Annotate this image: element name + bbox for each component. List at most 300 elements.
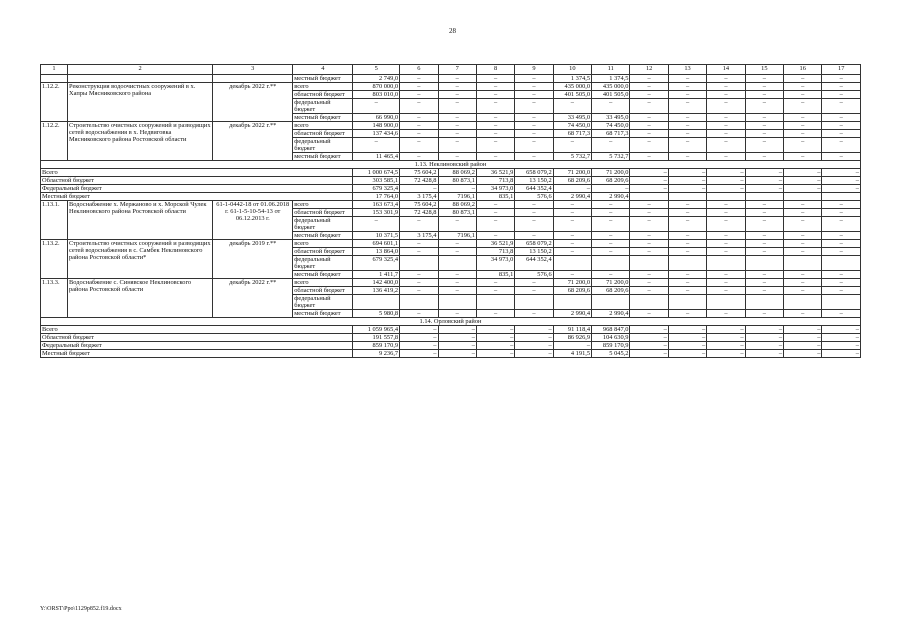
value-cell: – bbox=[438, 342, 476, 350]
value-cell: – bbox=[668, 232, 706, 240]
value-cell: – bbox=[784, 83, 822, 91]
value-cell: – bbox=[822, 248, 861, 256]
value-cell bbox=[592, 295, 630, 310]
value-cell: – bbox=[822, 209, 861, 217]
value-cell: – bbox=[707, 342, 745, 350]
budget-type: областной бюджет bbox=[293, 248, 353, 256]
item-deadline: декабрь 2022 г.** bbox=[213, 122, 293, 161]
value-cell: – bbox=[668, 310, 706, 318]
header-cell: 7 bbox=[438, 65, 476, 75]
value-cell: 68 209,6 bbox=[553, 287, 591, 295]
value-cell: 148 900,0 bbox=[353, 122, 400, 130]
value-cell: 142 400,0 bbox=[353, 279, 400, 287]
table-row bbox=[41, 83, 861, 91]
value-cell: 401 505,0 bbox=[553, 91, 591, 99]
value-cell: – bbox=[400, 83, 438, 91]
value-cell: – bbox=[400, 114, 438, 122]
header-cell: 1 bbox=[41, 65, 68, 75]
value-cell: 1 059 965,4 bbox=[353, 326, 400, 334]
budget-type: областной бюджет bbox=[293, 91, 353, 99]
total-row bbox=[41, 193, 861, 201]
value-cell: – bbox=[668, 91, 706, 99]
value-cell: – bbox=[400, 91, 438, 99]
value-cell: – bbox=[745, 99, 783, 114]
value-cell: 713,8 bbox=[476, 177, 514, 185]
value-cell: 68 717,3 bbox=[592, 130, 630, 138]
value-cell: – bbox=[438, 334, 476, 342]
value-cell: – bbox=[592, 201, 630, 209]
value-cell: – bbox=[707, 138, 745, 153]
value-cell: 644 352,4 bbox=[515, 185, 553, 193]
value-cell: – bbox=[353, 138, 400, 153]
value-cell: – bbox=[400, 279, 438, 287]
header-row bbox=[41, 65, 861, 75]
budget-type: федеральный бюджет bbox=[293, 138, 353, 153]
value-cell: – bbox=[553, 201, 591, 209]
value-cell: – bbox=[668, 240, 706, 248]
value-cell: – bbox=[630, 334, 668, 342]
value-cell: – bbox=[476, 75, 514, 83]
budget-type: федеральный бюджет bbox=[293, 99, 353, 114]
value-cell: 13 150,2 bbox=[515, 248, 553, 256]
value-cell: – bbox=[400, 310, 438, 318]
header-cell: 9 bbox=[515, 65, 553, 75]
value-cell bbox=[553, 295, 591, 310]
value-cell: 1 000 674,5 bbox=[353, 169, 400, 177]
value-cell: – bbox=[707, 153, 745, 161]
value-cell: – bbox=[515, 279, 553, 287]
table-row bbox=[41, 201, 861, 209]
table-row bbox=[41, 122, 861, 130]
value-cell: – bbox=[400, 287, 438, 295]
total-label: Всего bbox=[41, 169, 353, 177]
value-cell: – bbox=[630, 138, 668, 153]
value-cell: 2 990,4 bbox=[553, 193, 591, 201]
value-cell: – bbox=[707, 279, 745, 287]
value-cell bbox=[784, 295, 822, 310]
value-cell: – bbox=[822, 217, 861, 232]
value-cell: – bbox=[400, 240, 438, 248]
value-cell: – bbox=[476, 232, 514, 240]
value-cell: 303 585,1 bbox=[353, 177, 400, 185]
value-cell: 2 990,4 bbox=[592, 310, 630, 318]
item-number bbox=[41, 75, 68, 83]
value-cell: – bbox=[438, 130, 476, 138]
value-cell: – bbox=[822, 83, 861, 91]
value-cell: 7196,1 bbox=[438, 232, 476, 240]
value-cell: 33 495,0 bbox=[592, 114, 630, 122]
value-cell: – bbox=[630, 153, 668, 161]
value-cell: – bbox=[784, 91, 822, 99]
value-cell: – bbox=[630, 185, 668, 193]
value-cell: – bbox=[707, 350, 745, 358]
value-cell: – bbox=[515, 310, 553, 318]
item-deadline: декабрь 2022 г.** bbox=[213, 83, 293, 122]
header-cell: 11 bbox=[592, 65, 630, 75]
value-cell: 713,8 bbox=[476, 248, 514, 256]
value-cell: – bbox=[553, 99, 591, 114]
value-cell: 576,6 bbox=[515, 193, 553, 201]
value-cell: – bbox=[784, 153, 822, 161]
value-cell bbox=[822, 256, 861, 271]
value-cell: – bbox=[668, 153, 706, 161]
total-row bbox=[41, 169, 861, 177]
header-cell: 5 bbox=[353, 65, 400, 75]
value-cell: – bbox=[745, 169, 783, 177]
value-cell: – bbox=[668, 122, 706, 130]
value-cell: – bbox=[630, 326, 668, 334]
value-cell: – bbox=[668, 342, 706, 350]
header-cell: 15 bbox=[745, 65, 783, 75]
value-cell: – bbox=[630, 287, 668, 295]
value-cell: 576,6 bbox=[515, 271, 553, 279]
value-cell bbox=[630, 193, 668, 201]
value-cell bbox=[745, 256, 783, 271]
value-cell: 34 973,0 bbox=[476, 256, 514, 271]
value-cell: – bbox=[784, 287, 822, 295]
value-cell: – bbox=[553, 271, 591, 279]
value-cell: 679 325,4 bbox=[353, 185, 400, 193]
value-cell: – bbox=[745, 279, 783, 287]
value-cell: – bbox=[822, 91, 861, 99]
value-cell: – bbox=[822, 279, 861, 287]
value-cell: 11 465,4 bbox=[353, 153, 400, 161]
value-cell: – bbox=[668, 75, 706, 83]
total-label: Федеральный бюджет bbox=[41, 342, 353, 350]
item-number: 1.13.1. bbox=[41, 201, 68, 240]
value-cell: – bbox=[438, 287, 476, 295]
value-cell: – bbox=[476, 130, 514, 138]
value-cell: – bbox=[707, 99, 745, 114]
value-cell: – bbox=[476, 342, 514, 350]
value-cell: 136 419,2 bbox=[353, 287, 400, 295]
budget-type: областной бюджет bbox=[293, 287, 353, 295]
value-cell: 72 428,8 bbox=[400, 177, 438, 185]
value-cell: – bbox=[476, 209, 514, 217]
value-cell: 80 873,1 bbox=[438, 177, 476, 185]
value-cell bbox=[784, 256, 822, 271]
value-cell: – bbox=[707, 83, 745, 91]
total-label: Областной бюджет bbox=[41, 177, 353, 185]
value-cell: – bbox=[515, 232, 553, 240]
value-cell: – bbox=[630, 130, 668, 138]
value-cell: – bbox=[438, 271, 476, 279]
value-cell: – bbox=[630, 248, 668, 256]
value-cell: 71 200,0 bbox=[592, 279, 630, 287]
value-cell: – bbox=[438, 217, 476, 232]
value-cell: 4 191,5 bbox=[553, 350, 591, 358]
value-cell: – bbox=[707, 326, 745, 334]
value-cell bbox=[822, 193, 861, 201]
value-cell: – bbox=[668, 279, 706, 287]
value-cell: – bbox=[553, 185, 591, 193]
value-cell: – bbox=[745, 153, 783, 161]
value-cell: – bbox=[476, 279, 514, 287]
value-cell: – bbox=[476, 153, 514, 161]
value-cell: – bbox=[745, 91, 783, 99]
value-cell: – bbox=[822, 326, 861, 334]
value-cell: – bbox=[400, 217, 438, 232]
value-cell: – bbox=[745, 130, 783, 138]
total-label: Областной бюджет bbox=[41, 334, 353, 342]
value-cell: – bbox=[630, 350, 668, 358]
header-cell: 16 bbox=[784, 65, 822, 75]
value-cell: – bbox=[592, 217, 630, 232]
value-cell: – bbox=[745, 350, 783, 358]
value-cell: 835,1 bbox=[476, 193, 514, 201]
value-cell: – bbox=[707, 169, 745, 177]
value-cell: – bbox=[707, 91, 745, 99]
value-cell: – bbox=[438, 153, 476, 161]
value-cell: 5 732,7 bbox=[592, 153, 630, 161]
value-cell: – bbox=[592, 240, 630, 248]
value-cell bbox=[515, 295, 553, 310]
value-cell: – bbox=[438, 240, 476, 248]
value-cell: 36 521,9 bbox=[476, 240, 514, 248]
value-cell: 435 000,0 bbox=[592, 83, 630, 91]
value-cell: – bbox=[668, 114, 706, 122]
value-cell: 658 079,2 bbox=[515, 169, 553, 177]
section-title: 1.13. Неклиновский район bbox=[41, 161, 861, 169]
value-cell: – bbox=[822, 99, 861, 114]
value-cell: – bbox=[707, 287, 745, 295]
value-cell: – bbox=[515, 334, 553, 342]
value-cell: – bbox=[745, 310, 783, 318]
value-cell: 91 118,4 bbox=[553, 326, 591, 334]
value-cell: – bbox=[476, 99, 514, 114]
value-cell: – bbox=[668, 287, 706, 295]
value-cell: – bbox=[707, 310, 745, 318]
footer-file-path: Y:\ORST\Ppo\1129p852.f19.docx bbox=[40, 606, 122, 612]
value-cell: – bbox=[476, 91, 514, 99]
value-cell bbox=[822, 295, 861, 310]
value-cell: – bbox=[630, 177, 668, 185]
value-cell: – bbox=[630, 217, 668, 232]
value-cell: – bbox=[668, 99, 706, 114]
budget-type: федеральный бюджет bbox=[293, 256, 353, 271]
budget-type: местный бюджет bbox=[293, 310, 353, 318]
item-deadline: декабрь 2022 г.** bbox=[213, 279, 293, 318]
section-title: 1.14. Орловский район bbox=[41, 318, 861, 326]
value-cell: – bbox=[822, 153, 861, 161]
value-cell: – bbox=[400, 99, 438, 114]
budget-type: федеральный бюджет bbox=[293, 295, 353, 310]
value-cell: – bbox=[630, 240, 668, 248]
total-row bbox=[41, 177, 861, 185]
item-name bbox=[67, 75, 212, 83]
value-cell: 71 200,0 bbox=[553, 279, 591, 287]
value-cell: – bbox=[592, 248, 630, 256]
value-cell: – bbox=[707, 209, 745, 217]
value-cell: 5 980,8 bbox=[353, 310, 400, 318]
value-cell: – bbox=[353, 217, 400, 232]
value-cell: – bbox=[745, 248, 783, 256]
value-cell: 2 990,4 bbox=[553, 310, 591, 318]
value-cell: 75 604,2 bbox=[400, 201, 438, 209]
value-cell: – bbox=[784, 326, 822, 334]
header-cell: 14 bbox=[707, 65, 745, 75]
value-cell: – bbox=[476, 138, 514, 153]
value-cell: – bbox=[476, 83, 514, 91]
value-cell: 9 236,7 bbox=[353, 350, 400, 358]
value-cell: – bbox=[630, 209, 668, 217]
value-cell: – bbox=[476, 201, 514, 209]
budget-type: всего bbox=[293, 240, 353, 248]
item-deadline: декабрь 2019 г.** bbox=[213, 240, 293, 279]
value-cell: 5 732,7 bbox=[553, 153, 591, 161]
item-number: 1.12.2. bbox=[41, 83, 68, 122]
value-cell: – bbox=[476, 122, 514, 130]
value-cell: – bbox=[745, 232, 783, 240]
total-row bbox=[41, 326, 861, 334]
total-label: Всего bbox=[41, 326, 353, 334]
value-cell bbox=[668, 256, 706, 271]
value-cell: – bbox=[553, 232, 591, 240]
value-cell: – bbox=[822, 271, 861, 279]
value-cell: – bbox=[784, 232, 822, 240]
value-cell: – bbox=[822, 177, 861, 185]
value-cell: – bbox=[707, 248, 745, 256]
value-cell: – bbox=[515, 326, 553, 334]
value-cell: – bbox=[476, 334, 514, 342]
value-cell: – bbox=[784, 130, 822, 138]
total-row bbox=[41, 342, 861, 350]
budget-type: местный бюджет bbox=[293, 75, 353, 83]
value-cell: 104 630,9 bbox=[592, 334, 630, 342]
value-cell: – bbox=[476, 310, 514, 318]
value-cell: – bbox=[784, 310, 822, 318]
total-row bbox=[41, 334, 861, 342]
value-cell: – bbox=[784, 138, 822, 153]
value-cell: – bbox=[668, 201, 706, 209]
value-cell: 435 000,0 bbox=[553, 83, 591, 91]
value-cell: – bbox=[707, 271, 745, 279]
value-cell: – bbox=[668, 326, 706, 334]
value-cell: – bbox=[822, 201, 861, 209]
value-cell: – bbox=[630, 232, 668, 240]
value-cell: – bbox=[515, 287, 553, 295]
value-cell: 66 990,0 bbox=[353, 114, 400, 122]
value-cell bbox=[438, 256, 476, 271]
value-cell: – bbox=[515, 130, 553, 138]
value-cell: – bbox=[745, 75, 783, 83]
value-cell: – bbox=[515, 99, 553, 114]
header-cell: 4 bbox=[293, 65, 353, 75]
value-cell: – bbox=[592, 232, 630, 240]
value-cell: – bbox=[668, 138, 706, 153]
value-cell: 859 170,9 bbox=[353, 342, 400, 350]
value-cell: – bbox=[515, 122, 553, 130]
value-cell bbox=[784, 193, 822, 201]
value-cell: – bbox=[400, 248, 438, 256]
value-cell: – bbox=[784, 334, 822, 342]
value-cell: – bbox=[784, 217, 822, 232]
value-cell: 71 200,0 bbox=[553, 169, 591, 177]
value-cell: 694 601,1 bbox=[353, 240, 400, 248]
value-cell: – bbox=[630, 169, 668, 177]
value-cell: 80 873,1 bbox=[438, 209, 476, 217]
value-cell: 163 673,4 bbox=[353, 201, 400, 209]
value-cell: 658 079,2 bbox=[515, 240, 553, 248]
value-cell: – bbox=[553, 217, 591, 232]
value-cell: – bbox=[438, 75, 476, 83]
value-cell: – bbox=[515, 153, 553, 161]
value-cell: – bbox=[592, 209, 630, 217]
value-cell: – bbox=[438, 138, 476, 153]
value-cell: 68 209,6 bbox=[553, 177, 591, 185]
item-name: Водоснабжение с. Синявское Неклиновского района Ростовской области bbox=[67, 279, 212, 318]
value-cell: – bbox=[476, 114, 514, 122]
value-cell: 17 764,0 bbox=[353, 193, 400, 201]
value-cell: – bbox=[438, 350, 476, 358]
value-cell: – bbox=[438, 279, 476, 287]
value-cell: – bbox=[784, 177, 822, 185]
value-cell: 74 450,0 bbox=[592, 122, 630, 130]
value-cell bbox=[668, 193, 706, 201]
header-cell: 12 bbox=[630, 65, 668, 75]
value-cell: – bbox=[630, 83, 668, 91]
value-cell: – bbox=[822, 350, 861, 358]
value-cell: 803 010,0 bbox=[353, 91, 400, 99]
header-cell: 8 bbox=[476, 65, 514, 75]
value-cell: – bbox=[745, 114, 783, 122]
value-cell: 68 717,3 bbox=[553, 130, 591, 138]
value-cell: – bbox=[784, 342, 822, 350]
value-cell: – bbox=[553, 342, 591, 350]
value-cell bbox=[553, 256, 591, 271]
value-cell: 36 521,9 bbox=[476, 169, 514, 177]
value-cell: – bbox=[822, 342, 861, 350]
value-cell: – bbox=[822, 287, 861, 295]
item-deadline bbox=[213, 75, 293, 83]
value-cell: – bbox=[515, 91, 553, 99]
value-cell: 34 973,0 bbox=[476, 185, 514, 193]
value-cell bbox=[745, 193, 783, 201]
budget-type: местный бюджет bbox=[293, 114, 353, 122]
value-cell: – bbox=[668, 248, 706, 256]
total-label: Местный бюджет bbox=[41, 350, 353, 358]
item-deadline: 61-1-0442-18 от 01.06.2018 г. 61-1-5-10-54-13 от 06.12.2013 г. bbox=[213, 201, 293, 240]
value-cell: – bbox=[476, 326, 514, 334]
budget-type: всего bbox=[293, 201, 353, 209]
value-cell: – bbox=[515, 75, 553, 83]
budget-type: местный бюджет bbox=[293, 232, 353, 240]
value-cell: 401 505,0 bbox=[592, 91, 630, 99]
value-cell: 191 557,8 bbox=[353, 334, 400, 342]
value-cell: – bbox=[553, 138, 591, 153]
value-cell: – bbox=[438, 185, 476, 193]
value-cell bbox=[592, 256, 630, 271]
value-cell bbox=[745, 295, 783, 310]
value-cell: – bbox=[438, 326, 476, 334]
value-cell: – bbox=[400, 138, 438, 153]
value-cell: 68 209,6 bbox=[592, 177, 630, 185]
value-cell: – bbox=[822, 240, 861, 248]
value-cell: – bbox=[630, 75, 668, 83]
value-cell: – bbox=[553, 240, 591, 248]
total-row bbox=[41, 185, 861, 193]
value-cell: – bbox=[707, 130, 745, 138]
value-cell: – bbox=[592, 185, 630, 193]
value-cell: – bbox=[668, 350, 706, 358]
value-cell: 1 374,5 bbox=[553, 75, 591, 83]
value-cell: – bbox=[438, 310, 476, 318]
header-cell: 10 bbox=[553, 65, 591, 75]
value-cell: 74 450,0 bbox=[553, 122, 591, 130]
value-cell: – bbox=[822, 310, 861, 318]
value-cell: – bbox=[784, 271, 822, 279]
value-cell: 870 000,0 bbox=[353, 83, 400, 91]
